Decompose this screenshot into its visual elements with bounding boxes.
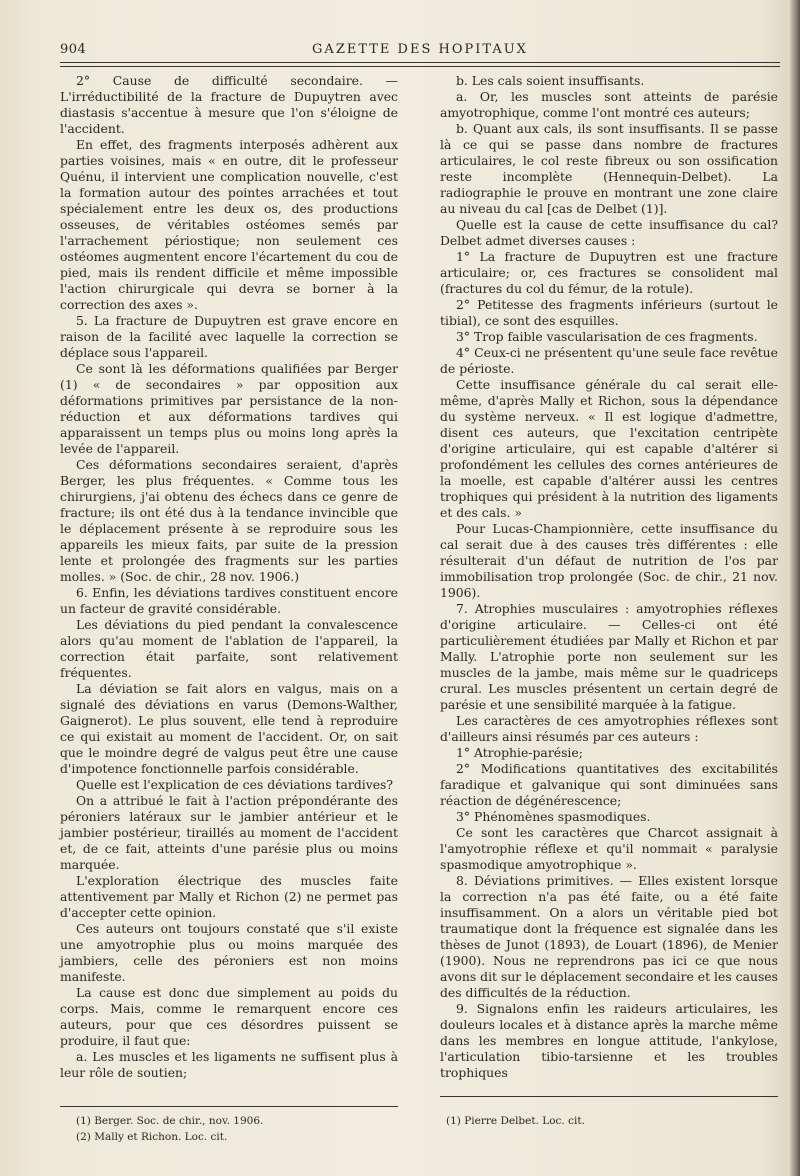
right-paragraph: Ce sont les caractères que Charcot assignait à l'amyotrophie réflexe et qu'il nommait « paralysie spasmodique amyotrophique ». bbox=[440, 825, 778, 872]
page-header bbox=[60, 40, 780, 60]
right-column bbox=[440, 73, 778, 1081]
left-paragraph: 5. La fracture de Dupuytren est grave encore en raison de la facilité avec laquelle la correction se déplace sous l'appareil. bbox=[60, 313, 398, 360]
left-paragraph: La cause est donc due simplement au poids du corps. Mais, comme le remarquent encore ces auteurs, pour que ces désordres puissent se produire, il faut que: bbox=[60, 985, 398, 1048]
left-footnote: (1) Berger. Soc. de chir., nov. 1906. bbox=[76, 1115, 264, 1127]
right-paragraph: 2° Petitesse des fragments inférieurs (surtout le tibial), ce sont des esquilles. bbox=[440, 297, 778, 328]
right-paragraph: Les caractères de ces amyotrophies réflexes sont d'ailleurs ainsi résumés par ces auteurs : bbox=[440, 713, 778, 744]
left-paragraph: Ces déformations secondaires seraient, d'après Berger, les plus fréquentes. « Comme tous les chirurgiens, j'ai obtenu des échecs dans ce genre de fracture; ils ont été dus à la tendance invincible que le déplacement présente à se reproduire sous les appareils les mieux faits, par suite de la pression lente et prolongée des fragments sur les parties molles. » (Soc. de chir., 28 nov. 1906.) bbox=[60, 457, 398, 584]
right-paragraph: 7. Atrophies musculaires : amyotrophies réflexes d'origine articulaire. — Celles-ci ont été particulièrement étudiées par Mally et Richon et par Mally. L'atrophie porte non seulement sur les muscles de la jambe, mais même sur le quadriceps crural. Les muscles présentent un certain degré de parésie et une sensibilité marquée à la fatigue. bbox=[440, 601, 778, 712]
page-number: 904 bbox=[60, 42, 87, 57]
left-paragraph: Quelle est l'explication de ces déviations tardives? bbox=[76, 777, 394, 792]
left-paragraph: En effet, des fragments interposés adhèrent aux parties voisines, mais « en outre, dit le professeur Quénu, il intervient une complication nouvelle, c'est la formation autour des pointes arrachées et tout spécialement entre les deux os, des productions osseuses, de véritables ostéomes semés par l'arrachement périostique; non seulement ces ostéomes augmentent encore l'écartement du cou de pied, mais ils rendent difficile et même impossible l'action chirurgicale qui devra se borner à la correction des axes ». bbox=[60, 137, 398, 312]
right-paragraph: a. Or, les muscles sont atteints de parésie amyotrophique, comme l'ont montré ces auteurs; bbox=[440, 89, 778, 120]
right-footnote: (1) Pierre Delbet. Loc. cit. bbox=[446, 1115, 585, 1127]
header-rule-bottom bbox=[60, 66, 780, 67]
right-paragraph: b. Les cals soient insuffisants. bbox=[456, 73, 645, 88]
left-paragraph: 6. Enfin, les déviations tardives constituent encore un facteur de gravité considérable. bbox=[60, 585, 398, 616]
left-paragraph: a. Les muscles et les ligaments ne suffisent plus à leur rôle de soutien; bbox=[60, 1049, 398, 1080]
left-paragraph: On a attribué le fait à l'action prépondérante des péroniers latéraux sur le jambier antérieur et le jambier postérieur, tiraillés au moment de l'accident et, de ce fait, atteints d'une parésie plus ou moins marquée. bbox=[60, 793, 398, 872]
left-paragraph: Les déviations du pied pendant la convalescence alors qu'au moment de l'ablation de l'appareil, la correction était parfaite, sont relativement fréquentes. bbox=[60, 617, 398, 680]
left-column bbox=[60, 73, 398, 1081]
right-paragraph: 3° Phénomènes spasmodiques. bbox=[456, 809, 651, 824]
right-paragraph: 3° Trop faible vascularisation de ces fragments. bbox=[456, 329, 758, 344]
left-paragraph: La déviation se fait alors en valgus, mais on a signalé des déviations en varus (Demons-Walther, Gaignerot). Le plus souvent, elle tend à reproduire ce qui existait au moment de l'accident. Or, on sait que le moindre degré de valgus peut être une cause d'impotence fonctionnelle parfois considérable. bbox=[60, 681, 398, 776]
left-paragraph: Ce sont là les déformations qualifiées par Berger (1) « de secondaires » par opposition aux déformations primitives par persistance de la non-réduction et aux déformations tardives qui apparaissent un temps plus ou moins long après la levée de l'appareil. bbox=[60, 361, 398, 456]
right-paragraph: Quelle est la cause de cette insuffisance du cal? Delbet admet diverses causes : bbox=[440, 217, 778, 248]
right-paragraph: Cette insuffisance générale du cal serait elle-même, d'après Mally et Richon, sous la dépendance du système nerveux. « Il est logique d'admettre, disent ces auteurs, que l'excitation centripète d'origine articulaire, qui est capable d'altérer si profondément les cellules des cornes antérieures de la moelle, est capable d'altérer aussi les centres trophiques qui président à la nutrition des ligaments et des cals. » bbox=[440, 377, 778, 520]
right-paragraph: 4° Ceux-ci ne présentent qu'une seule face revêtue de périoste. bbox=[440, 345, 778, 376]
left-paragraph: Ces auteurs ont toujours constaté que s'il existe une amyotrophie plus ou moins marquée des jambiers, celle des péroniers est non moins manifeste. bbox=[60, 921, 398, 984]
left-footnote-rule bbox=[60, 1106, 398, 1107]
right-paragraph: 2° Modifications quantitatives des excitabilités faradique et galvanique qui sont diminuées sans réaction de dégénérescence; bbox=[440, 761, 778, 808]
right-footnote-rule bbox=[440, 1096, 778, 1097]
right-paragraph: 1° La fracture de Dupuytren est une fracture articulaire; or, ces fractures se consolident mal (fractures du col du fémur, de la rotule). bbox=[440, 249, 778, 296]
left-paragraph: L'exploration électrique des muscles faite attentivement par Mally et Richon (2) ne permet pas d'accepter cette opinion. bbox=[60, 873, 398, 920]
header-rule-top bbox=[60, 62, 780, 63]
left-footnote: (2) Mally et Richon. Loc. cit. bbox=[76, 1131, 228, 1143]
right-paragraph: Pour Lucas-Championnière, cette insuffisance du cal serait due à des causes très différentes : elle résulterait d'un défaut de nutrition de l'os par immobilisation trop prolongée (Soc. de chir., 21 nov. 1906). bbox=[440, 521, 778, 600]
page-spine-shadow bbox=[790, 0, 800, 1176]
right-paragraph: 8. Déviations primitives. — Elles existent lorsque la correction n'a pas été faite, ou a été faite insuffisamment. On a alors un véritable pied bot traumatique dont la fréquence est signalée dans les thèses de Junot (1893), de Louart (1896), de Menier (1900). Nous ne reprendrons pas ici ce que nous avons dit sur le déplacement secondaire et les causes des difficultés de la réduction. bbox=[440, 873, 778, 1000]
right-paragraph: 1° Atrophie-parésie; bbox=[456, 745, 583, 760]
right-paragraph: b. Quant aux cals, ils sont insuffisants. Il se passe là ce qui se passe dans nombre de fractures articulaires, le col reste fibreux ou son ossification reste incomplète (Hennequin-Delbet). La radiographie le prouve en montrant une zone claire au niveau du cal [cas de Delbet (1)]. bbox=[440, 121, 778, 216]
left-paragraph: 2° Cause de difficulté secondaire. — L'irréductibilité de la fracture de Dupuytren avec diastasis s'accentue à mesure que l'on s'éloigne de l'accident. bbox=[60, 73, 398, 136]
running-head: GAZETTE DES HOPITAUX bbox=[312, 42, 528, 57]
right-paragraph: 9. Signalons enfin les raideurs articulaires, les douleurs locales et à distance après la marche même dans les membres en longue attitude, l'ankylose, l'articulation tibio-tarsienne et les troubles trophiques bbox=[440, 1001, 778, 1080]
